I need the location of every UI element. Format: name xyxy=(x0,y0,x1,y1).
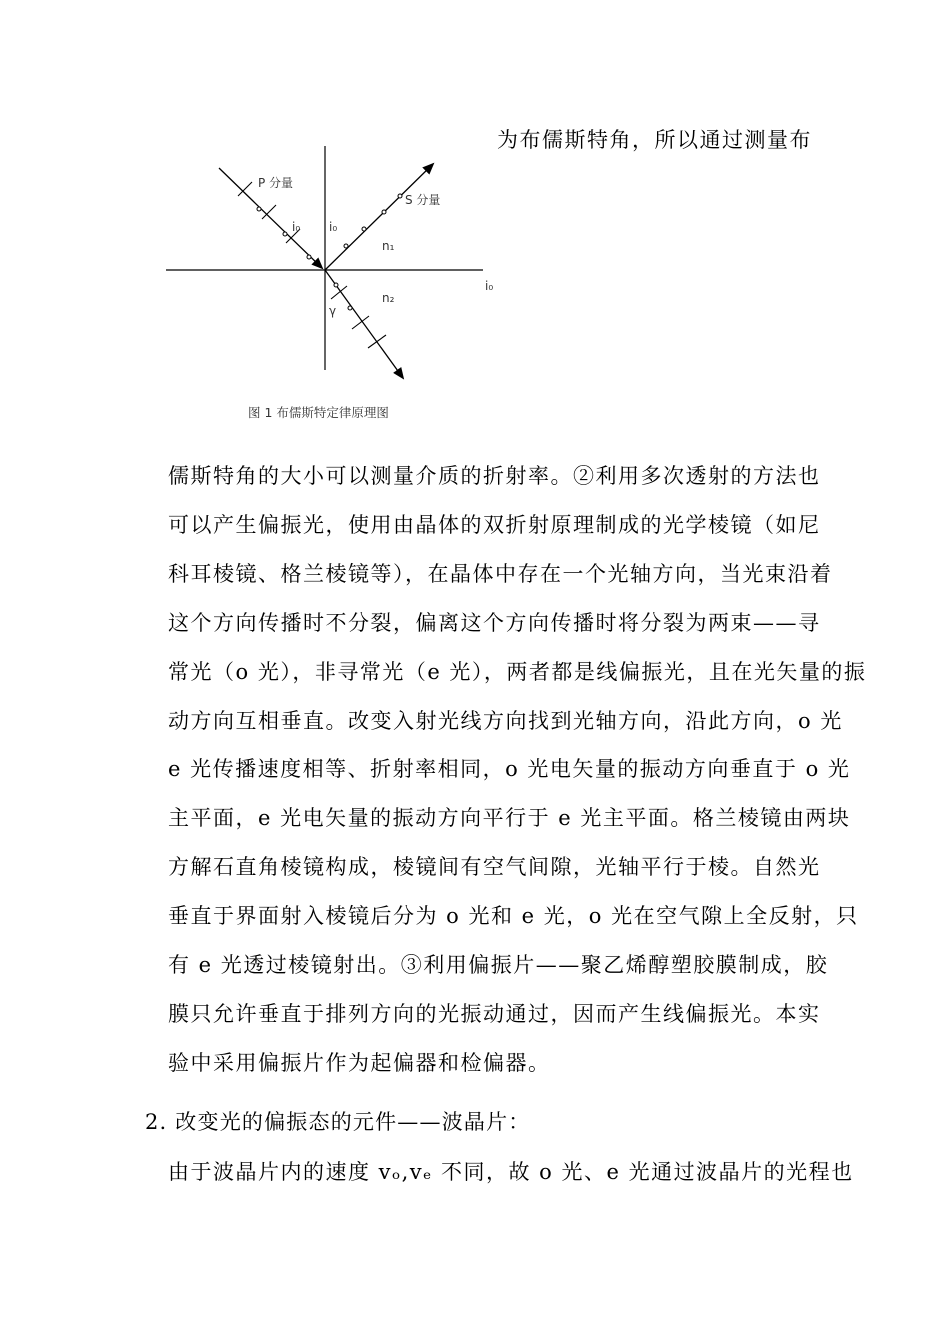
paragraph-line: 垂直于界面射入棱镜后分为 o 光和 e 光，o 光在空气隙上全反射，只 xyxy=(168,904,859,929)
paragraph-line: e 光传播速度相等、折射率相同，o 光电矢量的振动方向垂直于 o 光 xyxy=(168,757,851,782)
incident-ray-ticks xyxy=(238,182,300,243)
paragraph-line: 验中采用偏振片作为起偏器和检偏器。 xyxy=(168,1050,551,1075)
n1-label: n₁ xyxy=(382,239,395,253)
paragraph-line: 可以产生偏振光，使用由晶体的双折射原理制成的光学棱镜（如尼 xyxy=(168,512,821,537)
paragraph-line: 膜只允许垂直于排列方向的光振动通过，因而产生线偏振光。本实 xyxy=(168,1001,821,1026)
figure-caption: 图 1 布儒斯特定律原理图 xyxy=(248,405,389,420)
i0-incident-label: i₀ xyxy=(292,220,301,234)
refracted-ray-dots xyxy=(334,283,352,310)
paragraph-line: 这个方向传播时不分裂，偏离这个方向传播时将分裂为两束——寻 xyxy=(168,610,821,635)
brewster-diagram xyxy=(150,140,530,395)
paragraph-line: 动方向互相垂直。改变入射光线方向找到光轴方向，沿此方向，o 光 xyxy=(168,708,843,733)
section-heading: 2. 改变光的偏振态的元件——波晶片： xyxy=(145,1110,531,1134)
incident-ray-dots xyxy=(257,207,311,259)
paragraph-line: 有 e 光透过棱镜射出。③利用偏振片——聚乙烯醇塑胶膜制成，胶 xyxy=(168,953,829,978)
body-paragraph xyxy=(168,452,867,1088)
reflected-ray xyxy=(325,164,433,270)
last-paragraph-line: 由于波晶片内的速度 vₒ,vₑ 不同，故 o 光、e 光通过波晶片的光程也 xyxy=(168,1160,854,1184)
n2-label: n₂ xyxy=(382,291,395,305)
paragraph-line: 主平面，e 光电矢量的振动方向平行于 e 光主平面。格兰棱镜由两块 xyxy=(168,806,851,831)
p-component-label: P 分量 xyxy=(258,176,294,190)
paragraph-line: 常光（o 光），非寻常光（e 光），两者都是线偏振光，且在光矢量的振 xyxy=(168,659,867,684)
top-text-line: 为布儒斯特角，所以通过测量布 xyxy=(497,128,812,152)
s-component-label: S 分量 xyxy=(405,193,441,207)
paragraph-line: 方解石直角棱镜构成，棱镜间有空气间隙，光轴平行于棱。自然光 xyxy=(168,855,821,880)
gamma-label: γ xyxy=(329,304,337,318)
paragraph-line: 科耳棱镜、格兰棱镜等），在晶体中存在一个光轴方向，当光束沿着 xyxy=(168,561,833,586)
i0-normal-label: i₀ xyxy=(329,220,338,234)
paragraph-line: 儒斯特角的大小可以测量介质的折射率。②利用多次透射的方法也 xyxy=(168,464,821,488)
i0-axis-label: i₀ xyxy=(485,279,494,293)
